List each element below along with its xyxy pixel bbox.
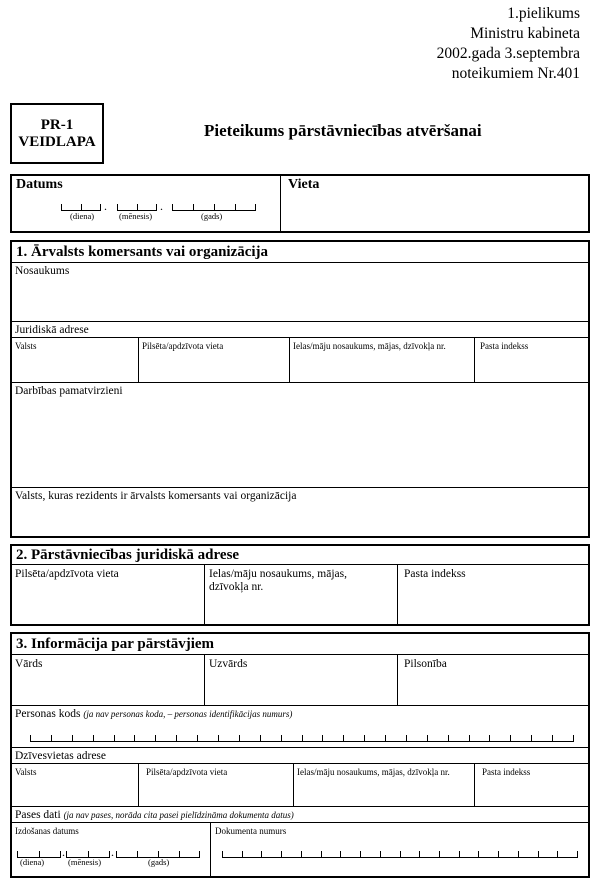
section-2-title: 2. Pārstāvniecības juridiskā adrese — [16, 547, 240, 563]
personal-code-input[interactable] — [30, 733, 574, 742]
tick-mark — [573, 735, 574, 741]
passport-note: (ja nav pases, norāda cita pasei pielīdzināma dokumenta datus) — [63, 810, 294, 820]
annex-line-2: Ministru kabineta — [470, 25, 580, 42]
tick-mark — [552, 735, 553, 741]
divider — [11, 262, 589, 263]
personal-code-heading — [15, 708, 292, 721]
annex-line-3: 2002.gada 3.septembra — [436, 45, 580, 62]
issue-date-label: Izdošanas datums — [15, 826, 79, 836]
date-separator: . — [104, 199, 107, 213]
tick-mark — [134, 735, 135, 741]
divider — [11, 806, 589, 807]
divider — [293, 763, 294, 806]
tick-mark — [538, 851, 539, 857]
tick-mark — [197, 735, 198, 741]
tick-mark — [531, 735, 532, 741]
date-separator: . — [111, 845, 114, 859]
rep-street-label: Ielas/māju nosaukums, mājas, dzīvokļa nr. — [209, 568, 347, 593]
divider — [11, 822, 589, 823]
form-label: VEIDLAPA — [18, 134, 96, 150]
residence-street-label: Ielas/māju nosaukums, mājas, dzīvokļa nr. — [297, 767, 450, 777]
tick-mark — [427, 735, 428, 741]
date-label: Datums — [16, 177, 63, 192]
tick-mark — [448, 735, 449, 741]
annex-reference — [437, 4, 580, 84]
date-day-input[interactable] — [61, 202, 101, 211]
divider — [11, 747, 589, 748]
divider — [397, 654, 398, 705]
divider — [474, 337, 475, 382]
tick-mark — [222, 851, 223, 857]
issue-day-caption: (diena) — [20, 857, 45, 867]
tick-mark — [72, 735, 73, 741]
tick-mark — [343, 735, 344, 741]
divider — [11, 337, 589, 338]
tick-mark — [302, 735, 303, 741]
tick-mark — [557, 851, 558, 857]
residency-label: Valsts, kuras rezidents ir ārvalsts komersants vai organizācija — [15, 490, 297, 502]
tick-mark — [281, 735, 282, 741]
tick-mark — [510, 735, 511, 741]
rep-city-label: Pilsēta/apdzīvota vieta — [15, 568, 119, 580]
activities-label: Darbības pamatvirzieni — [15, 385, 123, 397]
tick-mark — [242, 851, 243, 857]
tick-mark — [406, 735, 407, 741]
divider — [204, 654, 205, 705]
date-year-caption: (gads) — [201, 211, 223, 221]
date-day-caption: (diena) — [70, 211, 95, 221]
divider — [474, 763, 475, 806]
date-separator: . — [62, 845, 65, 859]
first-name-label: Vārds — [15, 658, 43, 670]
date-separator: . — [160, 199, 163, 213]
divider — [289, 337, 290, 382]
tick-mark — [322, 735, 323, 741]
doc-number-input[interactable] — [222, 849, 578, 858]
doc-number-label: Dokumenta numurs — [215, 826, 287, 836]
passport-label: Pases dati — [15, 809, 61, 821]
divider — [210, 822, 211, 877]
form-title: Pieteikums pārstāvniecības atvēršanai — [204, 121, 482, 140]
divider — [11, 487, 589, 488]
divider — [11, 654, 589, 655]
residence-city-label: Pilsēta/apdzīvota vieta — [146, 767, 228, 777]
divider — [11, 382, 589, 383]
tick-mark — [364, 735, 365, 741]
residence-postcode-label: Pasta indekss — [482, 767, 531, 777]
tick-mark — [518, 851, 519, 857]
rep-postcode-label: Pasta indekss — [404, 568, 466, 580]
tick-mark — [340, 851, 341, 857]
divider — [138, 337, 139, 382]
tick-mark — [489, 735, 490, 741]
citizenship-label: Pilsonība — [404, 658, 447, 670]
date-month-caption: (mēnesis) — [119, 211, 153, 221]
divider — [138, 763, 139, 806]
divider — [204, 564, 205, 625]
section-3-title: 3. Informācija par pārstāvjiem — [16, 636, 215, 652]
tick-mark — [400, 851, 401, 857]
legal-city-label: Pilsēta/apdzīvota vieta — [142, 341, 224, 351]
tick-mark — [260, 735, 261, 741]
date-month-input[interactable] — [117, 202, 157, 211]
tick-mark — [459, 851, 460, 857]
tick-mark — [360, 851, 361, 857]
residence-address-label: Dzīvesvietas adrese — [15, 750, 107, 762]
tick-mark — [498, 851, 499, 857]
tick-mark — [51, 735, 52, 741]
tick-mark — [380, 851, 381, 857]
company-name-label: Nosaukums — [15, 265, 70, 277]
divider — [397, 564, 398, 625]
form-code: PR-1 — [40, 117, 74, 133]
date-year-input[interactable] — [172, 202, 256, 211]
issue-year-caption: (gads) — [148, 857, 170, 867]
tick-mark — [439, 851, 440, 857]
place-label: Vieta — [288, 177, 320, 192]
tick-mark — [261, 851, 262, 857]
tick-mark — [30, 735, 31, 741]
tick-mark — [321, 851, 322, 857]
legal-street-label: Ielas/māju nosaukums, mājas, dzīvokļa nr. — [293, 341, 446, 351]
personal-code-label: Personas kods — [15, 708, 81, 720]
activities-field[interactable] — [12, 400, 588, 486]
tick-mark — [218, 735, 219, 741]
date-place-divider — [280, 175, 281, 232]
divider — [11, 705, 589, 706]
last-name-label: Uzvārds — [209, 658, 248, 670]
divider — [11, 564, 589, 565]
annex-line-4: noteikumiem Nr.401 — [451, 65, 580, 82]
tick-mark — [469, 735, 470, 741]
tick-mark — [281, 851, 282, 857]
legal-postcode-label: Pasta indekss — [480, 341, 529, 351]
personal-code-note: (ja nav personas koda, – personas identifikācijas numurs) — [83, 709, 293, 719]
company-name-field[interactable] — [12, 280, 588, 320]
annex-line-1: 1.pielikums — [507, 5, 580, 22]
tick-mark — [301, 851, 302, 857]
tick-mark — [176, 735, 177, 741]
tick-mark — [155, 735, 156, 741]
tick-mark — [419, 851, 420, 857]
tick-mark — [93, 735, 94, 741]
divider — [11, 763, 589, 764]
residency-field[interactable] — [12, 505, 588, 535]
legal-address-label: Juridiskā adrese — [15, 324, 89, 336]
tick-mark — [478, 851, 479, 857]
form-code-box — [10, 103, 104, 164]
tick-mark — [385, 735, 386, 741]
passport-heading — [15, 809, 294, 822]
legal-country-label: Valsts — [15, 341, 37, 351]
tick-mark — [577, 851, 578, 857]
tick-mark — [114, 735, 115, 741]
issue-month-caption: (mēnesis) — [68, 857, 102, 867]
tick-mark — [239, 735, 240, 741]
section-1-title: 1. Ārvalsts komersants vai organizācija — [16, 244, 269, 260]
divider — [11, 321, 589, 322]
residence-country-label: Valsts — [15, 767, 37, 777]
